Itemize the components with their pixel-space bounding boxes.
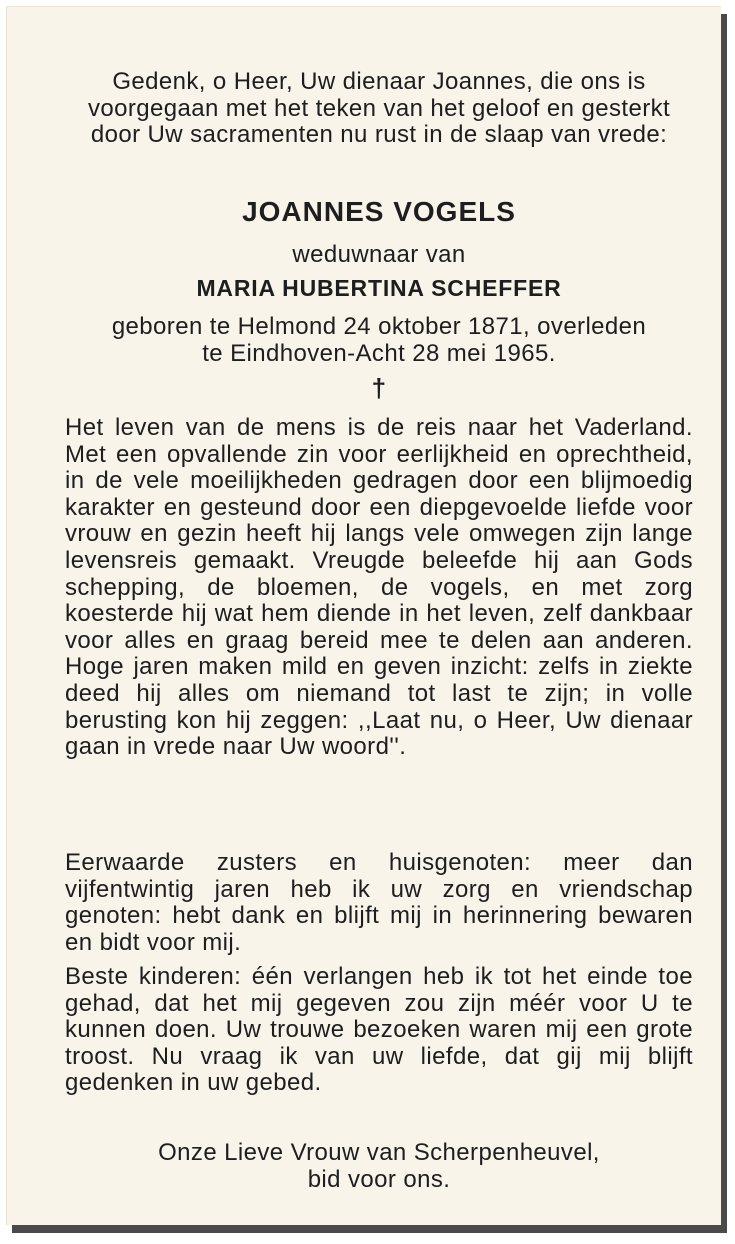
sisters-paragraph: Eerwaarde zusters en huisgenoten: meer dan vijfentwintig jaren heb ik uw zorg en vriendschap genoten: hebt dank en blijft mij in herinnering bewaren en bidt voor mij.	[65, 849, 693, 956]
cross-icon: †	[371, 373, 387, 403]
deceased-name: JOANNES VOGELS	[242, 196, 516, 227]
birth-death-line-1: geboren te Helmond 24 oktober 1871, overleden	[111, 313, 647, 340]
birth-death-line-2: te Eindhoven-Acht 28 mei 1965.	[202, 339, 556, 367]
widower-of-label: weduwnaar van	[292, 241, 466, 268]
intro-prayer: Gedenk, o Heer, Uw dienaar Joannes, die ons is voorgegaan met het teken van het geloof en gesterkt door Uw sacramenten nu rust in de slaap van vrede:	[87, 68, 671, 149]
birth-death-info	[65, 314, 693, 367]
memorial-card	[6, 6, 721, 1225]
spouse-name: MARIA HUBERTINA SCHEFFER	[196, 275, 562, 301]
closing-line-2: bid voor ons.	[307, 1165, 451, 1193]
closing-prayer	[65, 1140, 693, 1193]
children-paragraph: Beste kinderen: één verlangen heb ik tot het einde toe gehad, dat het mij gegeven zou zijn méér voor U te kunnen doen. Uw trouwe bezoeken waren mij een grote troost. Nu vraag ik van uw liefde, dat gij mij blijft gedenken in uw gebed.	[65, 963, 693, 1097]
life-paragraph: Het leven van de mens is de reis naar het Vaderland. Met een opvallende zin voor eerlijkheid en oprechtheid, in de vele moeilijkheden gedragen door een blijmoedig karakter en gesteund door een diepgevoelde liefde voor vrouw en gezin heeft hij langs vele omwegen zijn lange levensreis gemaakt. Vreugde beleefde hij aan Gods schepping, de bloemen, de vogels, en met zorg koesterde hij wat hem diende in het leven, zelf dankbaar voor alles en graag bereid mee te delen aan anderen. Hoge jaren maken mild en geven inzicht: zelfs in ziekte deed hij alles om niemand tot last te zijn; in volle berusting kon hij zeggen: ,,Laat nu, o Heer, Uw dienaar gaan in vrede naar Uw woord''.	[65, 414, 693, 761]
closing-line-1: Onze Lieve Vrouw van Scherpenheuvel,	[158, 1139, 600, 1166]
